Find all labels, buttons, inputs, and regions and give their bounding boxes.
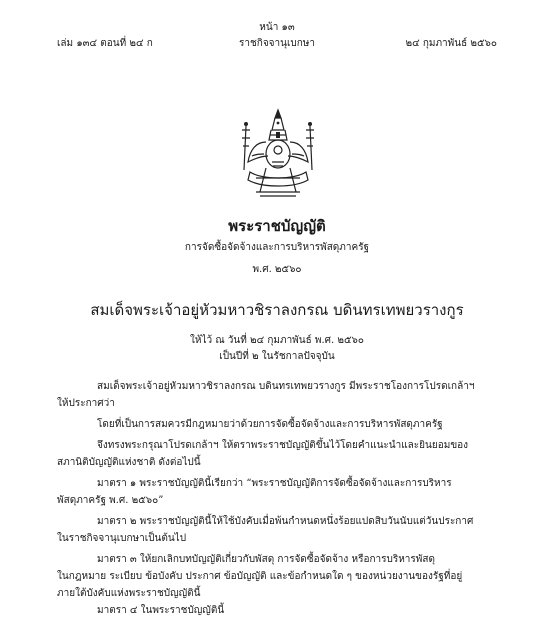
section-2-line: มาตรา ๒ พระราชบัญญัตินี้ให้ใช้บังคับเมื่อพ้นกำหนดหนึ่งร้อยแปดสิบวันนับแต่วันประกาศ — [97, 516, 474, 527]
paragraph-line: สภานิติบัญญัติแห่งชาติ ดังต่อไปนี้ — [57, 457, 201, 468]
act-title: พระราชบัญญัติ — [228, 217, 326, 235]
paragraph-line: ให้ประกาศว่า — [57, 398, 115, 409]
section-4-line: มาตรา ๔ ในพระราชบัญญัตินี้ — [97, 605, 225, 616]
king-name: สมเด็จพระเจ้าอยู่หัวมหาวชิราลงกรณ บดินทรเทพยวรางกูร — [90, 301, 464, 319]
act-subtitle: การจัดซื้อจัดจ้างและการบริหารพัสดุภาครัฐ — [184, 242, 370, 253]
reign-year: เป็นปีที่ ๒ ในรัชกาลปัจจุบัน — [219, 351, 335, 362]
paragraph-line: จึงทรงพระกรุณาโปรดเกล้าฯ ให้ตราพระราชบัญญัติขึ้นไว้โดยคำแนะนำและยินยอมของ — [97, 440, 469, 451]
paragraph-line: โดยที่เป็นการสมควรมีกฎหมายว่าด้วยการจัดซื้อจัดจ้างและการบริหารพัสดุภาครัฐ — [97, 419, 443, 430]
act-year: พ.ศ. ๒๕๖๐ — [252, 264, 302, 275]
gazette-name: ราชกิจจานุเบกษา — [238, 38, 316, 49]
paragraph-line: สมเด็จพระเจ้าอยู่หัวมหาวชิราลงกรณ บดินทรเทพยวรางกูร มีพระราชโองการโปรดเกล้าฯ — [97, 381, 475, 392]
section-1-line: พัสดุภาครัฐ พ.ศ. ๒๕๖๐” — [57, 495, 164, 506]
page-number: หน้า ๑๓ — [259, 22, 295, 33]
given-date: ให้ไว้ ณ วันที่ ๒๔ กุมภาพันธ์ พ.ศ. ๒๕๖๐ — [190, 335, 364, 346]
publication-date: ๒๔ กุมภาพันธ์ ๒๕๖๐ — [405, 38, 497, 49]
section-1-line: มาตรา ๑ พระราชบัญญัตินี้เรียกว่า “พระราชบัญญัติการจัดซื้อจัดจ้างและการบริหาร — [97, 478, 452, 489]
volume-issue: เล่ม ๑๓๔ ตอนที่ ๒๔ ก — [57, 38, 153, 49]
garuda-royal-emblem-icon — [226, 108, 330, 200]
section-2-line: ในราชกิจจานุเบกษาเป็นต้นไป — [57, 533, 187, 544]
section-3-line: ในกฎหมาย ระเบียบ ข้อบังคับ ประกาศ ข้อบัญญัติ และข้อกำหนดใด ๆ ของหน่วยงานของรัฐที่อยู่ — [57, 571, 463, 582]
section-3-line: มาตรา ๓ ให้ยกเลิกบทบัญญัติเกี่ยวกับพัสดุ การจัดซื้อจัดจ้าง หรือการบริหารพัสดุ — [97, 554, 435, 565]
section-3-line: ภายใต้บังคับแห่งพระราชบัญญัตินี้ — [57, 588, 201, 599]
